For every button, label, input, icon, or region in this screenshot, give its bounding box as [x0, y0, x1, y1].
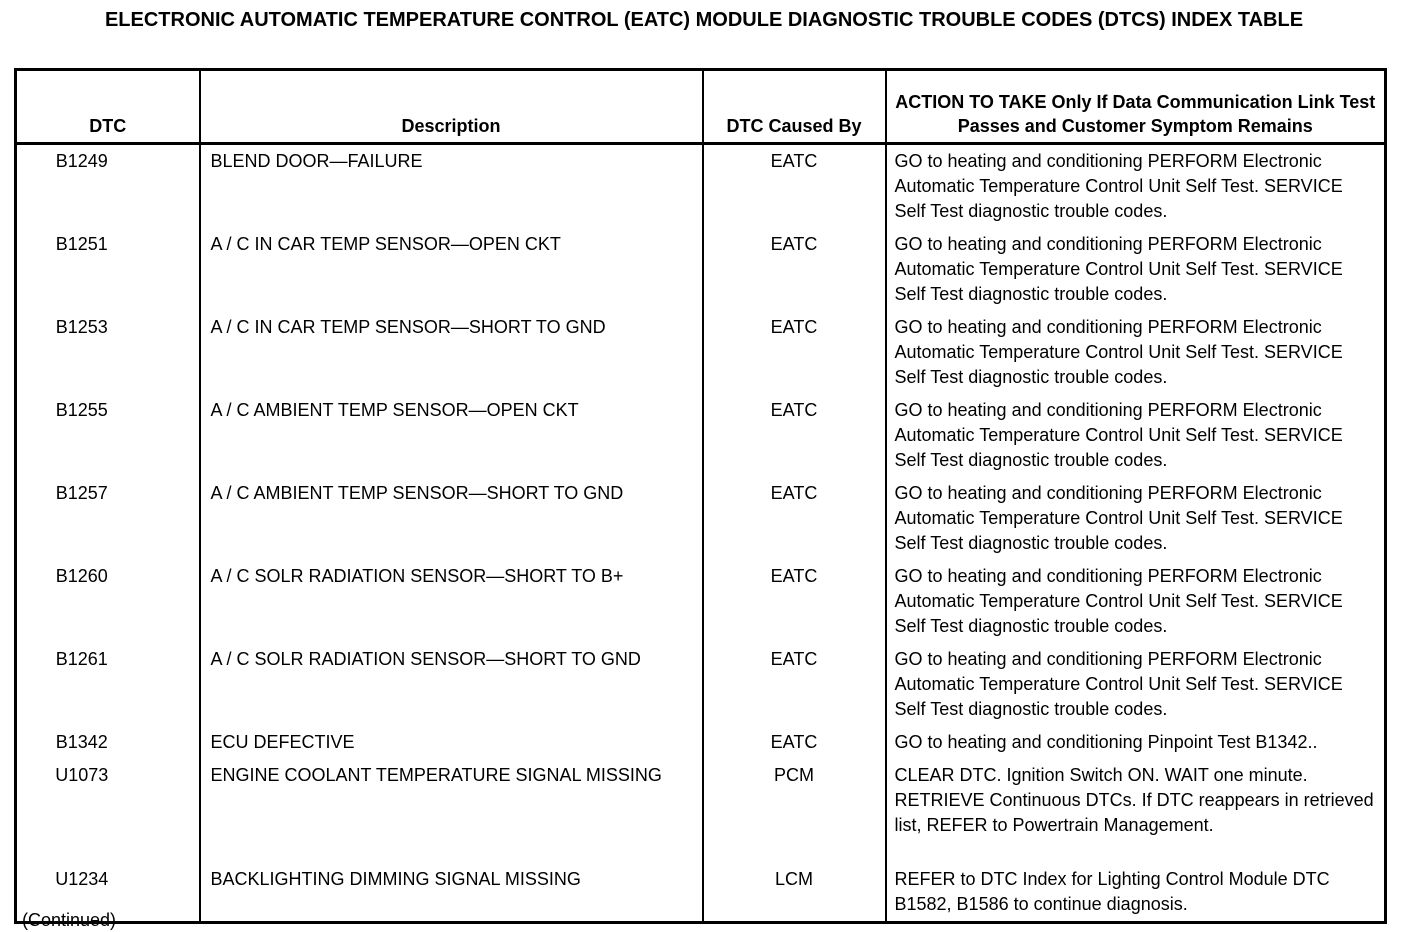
header-dtc: DTC: [16, 70, 200, 144]
dtc-caused-by: EATC: [703, 560, 886, 643]
dtc-action: GO to heating and conditioning PERFORM Electronic Automatic Temperature Control Unit Self Test. SERVICE Self Test diagnostic trouble codes.: [886, 394, 1386, 477]
dtc-code: B1261: [16, 643, 200, 726]
dtc-code: B1249: [16, 144, 200, 229]
dtc-code: B1342: [16, 726, 200, 759]
table-row: [16, 863, 1386, 923]
dtc-description: BLEND DOOR—FAILURE: [200, 144, 703, 229]
dtc-code: B1257: [16, 477, 200, 560]
dtc-code: B1253: [16, 311, 200, 394]
dtc-index-table: [14, 68, 1387, 924]
dtc-action: GO to heating and conditioning PERFORM Electronic Automatic Temperature Control Unit Self Test. SERVICE Self Test diagnostic trouble codes.: [886, 560, 1386, 643]
dtc-caused-by: EATC: [703, 311, 886, 394]
dtc-action: GO to heating and conditioning PERFORM Electronic Automatic Temperature Control Unit Self Test. SERVICE Self Test diagnostic trouble codes.: [886, 477, 1386, 560]
dtc-action: GO to heating and conditioning PERFORM Electronic Automatic Temperature Control Unit Self Test. SERVICE Self Test diagnostic trouble codes.: [886, 311, 1386, 394]
dtc-code: U1073: [16, 759, 200, 863]
table-row: [16, 228, 1386, 311]
dtc-action: GO to heating and conditioning PERFORM Electronic Automatic Temperature Control Unit Self Test. SERVICE Self Test diagnostic trouble codes.: [886, 228, 1386, 311]
dtc-caused-by: EATC: [703, 394, 886, 477]
dtc-code: U1234: [16, 863, 200, 923]
header-description: Description: [200, 70, 703, 144]
dtc-action: GO to heating and conditioning PERFORM Electronic Automatic Temperature Control Unit Self Test. SERVICE Self Test diagnostic trouble codes.: [886, 144, 1386, 229]
dtc-action: CLEAR DTC. Ignition Switch ON. WAIT one minute. RETRIEVE Continuous DTCs. If DTC reappears in retrieved list, REFER to Powertrain Management.: [886, 759, 1386, 863]
table-row: [16, 759, 1386, 863]
table-row: [16, 394, 1386, 477]
dtc-caused-by: LCM: [703, 863, 886, 923]
header-action: ACTION TO TAKE Only If Data Communication Link Test Passes and Customer Symptom Remains: [886, 70, 1386, 144]
dtc-caused-by: PCM: [703, 759, 886, 863]
dtc-caused-by: EATC: [703, 726, 886, 759]
table-row: [16, 643, 1386, 726]
dtc-description: A / C AMBIENT TEMP SENSOR—OPEN CKT: [200, 394, 703, 477]
dtc-code: B1255: [16, 394, 200, 477]
header-caused-by: DTC Caused By: [703, 70, 886, 144]
table-row: [16, 477, 1386, 560]
dtc-description: A / C SOLR RADIATION SENSOR—SHORT TO GND: [200, 643, 703, 726]
dtc-caused-by: EATC: [703, 144, 886, 229]
dtc-caused-by: EATC: [703, 228, 886, 311]
dtc-description: ENGINE COOLANT TEMPERATURE SIGNAL MISSING: [200, 759, 703, 863]
table-row: [16, 560, 1386, 643]
dtc-description: A / C SOLR RADIATION SENSOR—SHORT TO B+: [200, 560, 703, 643]
dtc-caused-by: EATC: [703, 477, 886, 560]
dtc-description: A / C AMBIENT TEMP SENSOR—SHORT TO GND: [200, 477, 703, 560]
dtc-action: GO to heating and conditioning Pinpoint Test B1342..: [886, 726, 1386, 759]
continued-note: (Continued): [22, 910, 117, 930]
dtc-description: A / C IN CAR TEMP SENSOR—OPEN CKT: [200, 228, 703, 311]
table-header-row: [16, 70, 1386, 144]
dtc-action: REFER to DTC Index for Lighting Control Module DTC B1582, B1586 to continue diagnosis.: [886, 863, 1386, 923]
dtc-caused-by: EATC: [703, 643, 886, 726]
dtc-action: GO to heating and conditioning PERFORM Electronic Automatic Temperature Control Unit Self Test. SERVICE Self Test diagnostic trouble codes.: [886, 643, 1386, 726]
table-row: [16, 144, 1386, 229]
dtc-description: BACKLIGHTING DIMMING SIGNAL MISSING: [200, 863, 703, 923]
dtc-description: A / C IN CAR TEMP SENSOR—SHORT TO GND: [200, 311, 703, 394]
table-row: [16, 311, 1386, 394]
table-row: [16, 726, 1386, 759]
dtc-code: B1260: [16, 560, 200, 643]
dtc-code: B1251: [16, 228, 200, 311]
dtc-description: ECU DEFECTIVE: [200, 726, 703, 759]
page-title: ELECTRONIC AUTOMATIC TEMPERATURE CONTROL (EATC) MODULE DIAGNOSTIC TROUBLE CODES (DTCS) INDEX TABLE: [104, 9, 1304, 31]
